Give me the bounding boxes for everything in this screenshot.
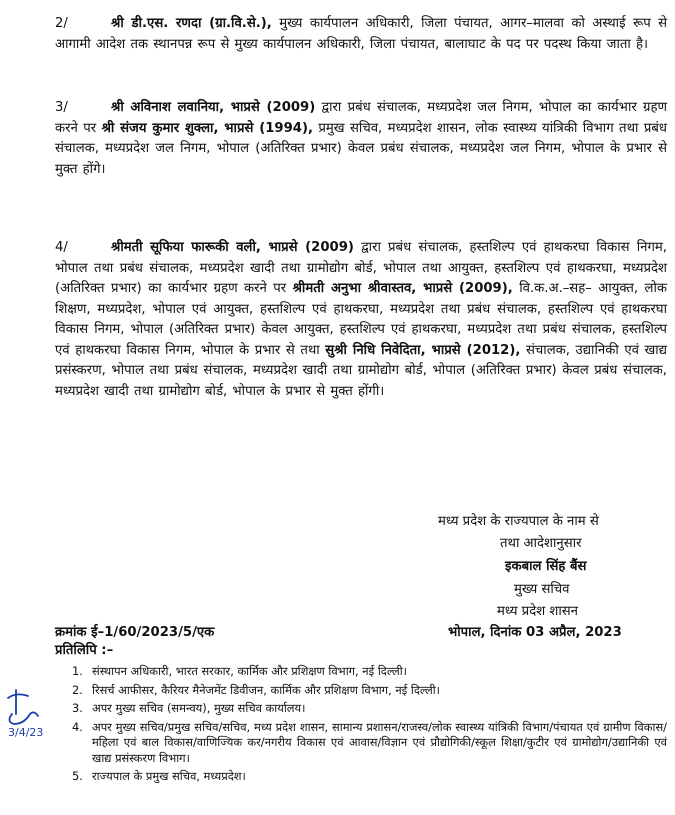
paragraph-text: वि.क.अ.–सह– आयुक्त, लोक शिक्षण, मध्यप्रदेश, भोपाल एवं आयुक्त, हस्तशिल्प एवं हाथकरघा, मध्यप्रदेश तथा प्रबंध संचालक, हस्तशिल्प एवं हाथकरघा विकास निगम, भोपाल (अतिरिक्त प्रभार) केवल आयुक्त, हस्तशिल्प एवं हाथकरघा, मध्यप्रदेश तथा प्रबंध संचालक, हस्तशिल्प एवं हाथकरघा विकास निगम, भोपाल के प्रभार से तथा (55, 281, 667, 358)
copy-recipient-item (72, 720, 667, 767)
paragraph-number: 3/ (55, 100, 68, 115)
signatory-designation: मुख्य सचिव (514, 582, 570, 597)
paragraph-text: द्वारा प्रबंध संचालक, हस्तशिल्प एवं हाथकरघा विकास निगम, भोपाल तथा प्रबंध संचालक, मध्यप्रदेश खादी तथा ग्रामोद्योग बोर्ड, भोपाल तथा आयुक्त, हस्तशिल्प एवं हाथकरघा, मध्यप्रदेश (अतिरिक्त प्रभार) का कार्यभार ग्रहण करने पर (55, 240, 667, 296)
officer-name: श्री अविनाश लवानिया, भाप्रसे (2009) (111, 100, 316, 115)
officer-name: श्री डी.एस. रणदा (ग्रा.वि.से.), (111, 16, 272, 31)
initial-date: 3/4/23 (8, 726, 44, 739)
paragraph-3 (55, 98, 667, 180)
officer-name: श्रीमती अनुभा श्रीवास्तव, भाप्रसे (2009), (292, 281, 513, 296)
copy-recipient-text: अपर मुख्य सचिव (समन्वय), मुख्य सचिव कार्यालय। (92, 701, 306, 715)
signature-line-order: तथा आदेशानुसार (500, 536, 582, 551)
copy-recipient-item (72, 683, 667, 699)
signature-line-governor: मध्य प्रदेश के राज्यपाल के नाम से (438, 514, 599, 529)
paragraph-2 (55, 14, 667, 55)
copy-recipient-text: रिसर्च आफीसर, कैरियर मैनेजमेंट डिवीजन, कार्मिक और प्रशिक्षण विभाग, नई दिल्ली। (92, 682, 441, 697)
officer-name: श्रीमती सूफिया फारूकी वली, भाप्रसे (2009) (111, 240, 354, 255)
copy-recipient-item (72, 664, 667, 680)
paragraph-text: द्वारा प्रबंध संचालक, मध्यप्रदेश जल निगम, भोपाल का कार्यभार ग्रहण करने पर (55, 100, 667, 136)
handwritten-initial (4, 684, 56, 750)
copy-recipient-number: 2. (72, 682, 83, 697)
copy-recipient-text: अपर मुख्य सचिव/प्रमुख सचिव/सचिव, मध्य प्रदेश शासन, सामान्य प्रशासन/राजस्व/लोक स्वास्थ्य यांत्रिकी विभाग/पंचायत एवं ग्रामीण विकास/महिला एवं बाल विकास/वाणिज्यिक कर/नगरीय विकास एवं आवास/विज्ञान एवं प्रौद्योगिकी/स्कूल शिक्षा/कुटीर एवं ग्रामोद्योग/उद्यानिकी एवं खाद्य प्रसंस्करण विभाग। (92, 719, 667, 765)
signatory-name: इकबाल सिंह बैंस (505, 559, 587, 574)
paragraph-text: मुख्य कार्यपालन अधिकारी, जिला पंचायत, आगर–मालवा को अस्थाई रूप से आगामी आदेश तक स्थानपन्न रूप से मुख्य कार्यपालन अधिकारी, जिला पंचायत, बालाघाट के पद पर पदस्थ किया जाता है। (55, 16, 667, 52)
order-number: क्रमांक ई–1/60/2023/5/एक (55, 625, 215, 640)
paragraph-number: 2/ (55, 16, 68, 31)
paragraph-text: संचालक, उद्यानिकी एवं खाद्य प्रसंस्करण, भोपाल तथा प्रबंध संचालक, मध्यप्रदेश खादी तथा ग्रामोद्योग बोर्ड, भोपाल (अतिरिक्त प्रभार) केवल प्रबंध संचालक, मध्यप्रदेश खादी तथा ग्रामोद्योग बोर्ड, भोपाल के प्रभार से मुक्त होंगी। (55, 342, 668, 399)
officer-name: श्री संजय कुमार शुक्ला, भाप्रसे (1994), (101, 120, 313, 136)
signatory-office: मध्य प्रदेश शासन (497, 604, 578, 619)
copy-recipient-number: 4. (72, 719, 83, 734)
copy-recipient-item (72, 701, 667, 717)
copy-recipient-text: संस्थापन अधिकारी, भारत सरकार, कार्मिक और प्रशिक्षण विभाग, नई दिल्ली। (92, 664, 407, 678)
paragraph-text: प्रमुख सचिव, मध्यप्रदेश शासन, लोक स्वास्थ्य यांत्रिकी विभाग तथा प्रबंध संचालक, मध्यप्रदेश जल निगम, भोपाल (अतिरिक्त प्रभार) केवल प्रबंध संचालक, मध्यप्रदेश जल निगम, भोपाल के प्रभार से मुक्त होंगे। (55, 120, 667, 177)
copy-recipient-list (72, 664, 667, 788)
place-date: भोपाल, दिनांक 03 अप्रैल, 2023 (448, 625, 622, 640)
paragraph-number: 4/ (55, 240, 68, 255)
copy-recipient-number: 5. (72, 769, 83, 783)
copy-heading: प्रतिलिपि :– (55, 643, 114, 658)
copy-recipient-number: 3. (72, 701, 83, 715)
copy-recipient-number: 1. (72, 664, 83, 678)
copy-recipient-item (72, 769, 667, 785)
copy-recipient-text: राज्यपाल के प्रमुख सचिव, मध्यप्रदेश। (92, 769, 246, 783)
officer-name: सुश्री निधि निवेदिता, भाप्रसे (2012), (325, 342, 521, 358)
paragraph-4 (55, 238, 667, 402)
